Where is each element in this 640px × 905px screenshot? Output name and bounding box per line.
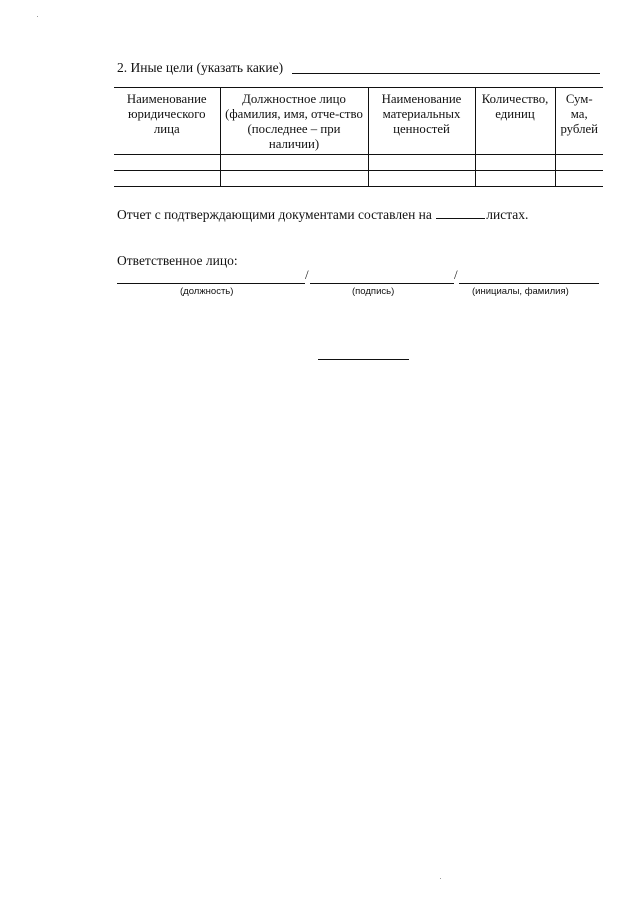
header-material-values: Наименование материальных ценностей	[368, 88, 475, 155]
position-fill-line[interactable]	[117, 283, 305, 284]
table-cell[interactable]	[475, 171, 555, 187]
other-goals-label: 2. Иные цели (указать какие)	[117, 60, 284, 75]
table-cell[interactable]	[220, 171, 368, 187]
table-row	[114, 155, 603, 171]
table-cell[interactable]	[368, 171, 475, 187]
report-sheets-line	[117, 206, 528, 223]
table-cell[interactable]	[220, 155, 368, 171]
separator-slash: /	[454, 267, 458, 282]
caption-signature: (подпись)	[352, 286, 395, 297]
signature-fill-line[interactable]	[310, 283, 454, 284]
table-cell[interactable]	[555, 171, 603, 187]
report-text-before: Отчет с подтверждающими документами составлен на	[117, 207, 432, 222]
header-official: Должностное лицо (фамилия, имя, отче-ство (последнее – при наличии)	[220, 88, 368, 155]
header-legal-entity: Наименование юридического лица	[114, 88, 220, 155]
report-text-after: листах.	[486, 207, 529, 222]
responsible-person-label: Ответственное лицо:	[117, 253, 238, 268]
other-goals-fill-line[interactable]	[292, 73, 600, 74]
caption-name: (инициалы, фамилия)	[472, 286, 569, 297]
sheet-count-blank[interactable]	[436, 206, 485, 219]
separator-slash: /	[305, 267, 309, 282]
name-fill-line[interactable]	[459, 283, 599, 284]
caption-position: (должность)	[180, 286, 234, 297]
scan-speck	[440, 878, 441, 879]
table-cell[interactable]	[555, 155, 603, 171]
table-header-row	[114, 88, 603, 155]
table-cell[interactable]	[368, 155, 475, 171]
header-sum: Сум-ма, рублей	[555, 88, 603, 155]
header-quantity: Количество, единиц	[475, 88, 555, 155]
closing-separator-line	[318, 359, 409, 360]
material-values-table	[114, 87, 603, 187]
table-cell[interactable]	[114, 155, 220, 171]
table-cell[interactable]	[475, 155, 555, 171]
table-cell[interactable]	[114, 171, 220, 187]
scan-speck	[37, 16, 38, 17]
table-row	[114, 171, 603, 187]
